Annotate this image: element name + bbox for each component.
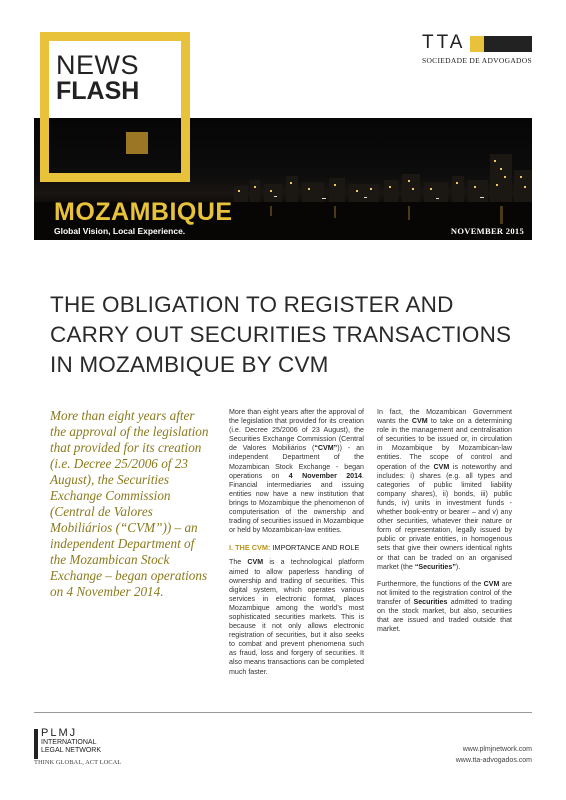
news-label: NEWS xyxy=(56,50,139,80)
text-column-1 xyxy=(229,408,364,685)
footer-divider xyxy=(34,712,532,713)
tta-subtitle: SOCIEDADE DE ADVOGADOS xyxy=(422,56,532,65)
col1-paragraph-2: The CVM is a technological platform aimed to allow paperless handling of ownership and trading of securities. This digital system, which operates various services in electronic format, places Mozambique among the world’s most sophisticated securities markets. This is because it not only allows electronic registration of securities, but it also seeks to combat and prevent phenomena such as fraud, loss and forgery of securities. It also means transactions can be completed much faster. xyxy=(229,558,364,676)
city-banner xyxy=(34,118,532,240)
col1-paragraph-1: More than eight years after the approval of the legislation that provided for its creation (i.e. Decree 25/2006 of 23 August), the Securities Exchange Commission (Central de Valores Mobiliários (“CVM”)) - an independent Department of the Mozambican Stock Exchange - began operations on 4 November 2014. Financial intermediaries and issuing entities now have a new institution that brings to Mozambique the phenomenon of computerisation of the ownership and trading of securities issued in Mozambique or held by Mozambican-law entities. xyxy=(229,408,365,535)
tta-url-link[interactable]: www.tta-advogados.com xyxy=(455,757,532,764)
plmj-url-link[interactable]: www.plmjnetwork.com xyxy=(462,746,532,753)
plmj-tagline: THINK GLOBAL, ACT LOCAL xyxy=(34,759,122,766)
country-title: MOZAMBIQUE xyxy=(54,198,233,226)
footer-links xyxy=(456,744,532,766)
banner-frame-accent xyxy=(40,118,190,182)
col2-paragraph-2: Furthermore, the functions of the CVM are not limited to the registration control of the transfer of Securities admitted to trading on the stock market, but also, securities that are issued and traded outside that market. xyxy=(377,579,512,634)
plmj-logo xyxy=(34,727,101,759)
tagline: Global Vision, Local Experience. xyxy=(54,226,186,236)
banner-square-accent xyxy=(126,132,148,154)
title-line-2: CARRY OUT SECURITIES TRANSACTIONS xyxy=(50,322,512,347)
tta-logo-text: TTA xyxy=(422,32,466,53)
pull-quote: More than eight years after the approval of the legislation that provided for its creation (i.e. Decree 25/2006 of 23 August), the Securities Exchange Commission (Central de Valores Mobiliários (“CVM”)) – an independent Department of the Mozambican Stock Exchange – began operations on 4 November 2014. xyxy=(50,408,209,599)
title-line-1: THE OBLIGATION TO REGISTER AND xyxy=(50,292,454,317)
plmj-name: PLMJ xyxy=(41,727,78,739)
col2-paragraph-1: In fact, the Mozambican Government wants the CVM to take on a determining role in the management and centralisation of securities to be issued or, in circulation in Mozambique by Mozambican-law entities. The scope of control and operation of the CVM is noteworthy and includes: i) shares (e.g. all types and categories of public limited liability company shares), ii) bonds, iii) public funds, iv) units in investment funds - whether book-entry or bearer – and v) any other securities, whatever their nature or form of representation, legally issued by public or private entities, in homogenous sets that give their owners identical rights or that can be traded on an organised market (the “Securities”). xyxy=(377,408,512,571)
plmj-network: LEGAL NETWORK xyxy=(41,747,102,754)
tta-logo-bar xyxy=(470,36,532,52)
flash-label: FLASH xyxy=(56,77,140,105)
issue-date: NOVEMBER 2015 xyxy=(450,226,524,236)
article-title xyxy=(50,290,530,380)
plmj-logo-mark xyxy=(34,729,38,759)
text-column-2 xyxy=(377,408,512,642)
tta-logo xyxy=(422,32,537,65)
title-line-3: IN MOZAMBIQUE BY CVM xyxy=(50,352,329,377)
plmj-intl: INTERNATIONAL xyxy=(41,739,97,746)
section-heading: I. THE CVM: IMPORTANCE AND ROLE xyxy=(229,543,360,553)
